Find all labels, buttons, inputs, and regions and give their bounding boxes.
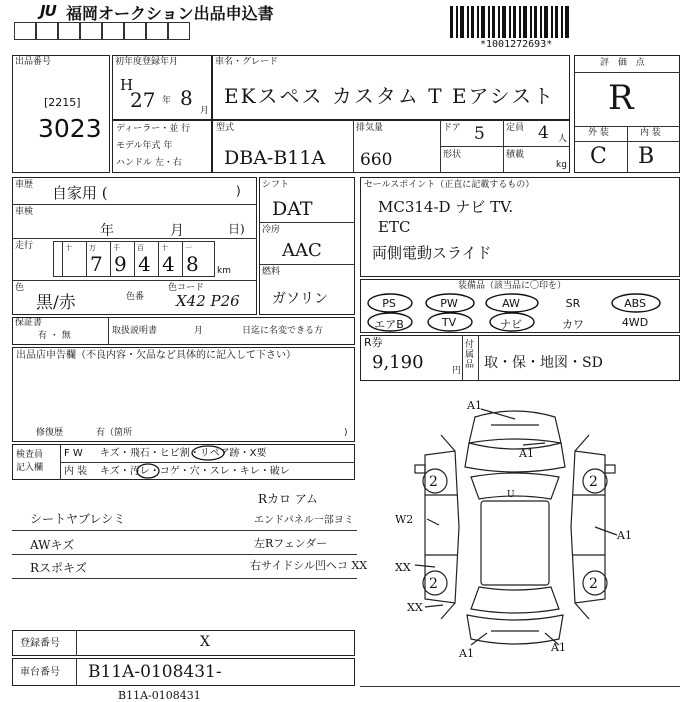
mileage-digit: 千 9: [110, 242, 129, 276]
displacement-value: 660: [360, 150, 393, 170]
divider: [574, 72, 680, 73]
fuel-label: 燃料: [262, 267, 281, 277]
inspector-label: 検査員: [16, 450, 44, 460]
shift-value: DAT: [272, 198, 313, 220]
inspection-month: 月: [170, 223, 184, 239]
header-cell: [102, 22, 124, 40]
handle-label: ハンドル 左・右: [116, 158, 182, 168]
equipment-label: 装備品（該当品に〇印を）: [458, 281, 567, 291]
usage-label: 車歴: [15, 180, 34, 190]
inspector-interior-items: キズ・汚レ・コゲ・穴・スレ・キレ・破レ: [100, 466, 290, 477]
divider: [462, 335, 463, 381]
note-left: シートヤブレシミ: [30, 512, 126, 526]
capacity-unit: 人: [558, 134, 568, 144]
lot-code: [2215]: [44, 96, 81, 109]
grade-score: R: [608, 78, 634, 118]
plate-box: [12, 630, 355, 656]
color-value: 黒/赤: [36, 293, 76, 313]
note-left: Rスポキズ: [30, 561, 87, 575]
inspector-label: 記入欄: [16, 463, 44, 473]
mileage-digit: 百 4: [134, 242, 153, 276]
inspector-fw-items: キズ・飛石・ヒビ割・リペア跡・X要: [100, 448, 267, 459]
fuel-value: ガソリン: [272, 291, 328, 307]
registration-era: H: [120, 76, 134, 94]
model-year-label: モデル年式 年: [116, 141, 173, 151]
equipment-pw: PW: [440, 297, 458, 310]
divider: [503, 120, 504, 173]
declaration-label: 出品店申告欄（不良内容・欠品など具体的に記入して下さい）: [16, 350, 296, 361]
car-damage-diagram: [395, 395, 635, 665]
color-code-label: 色番: [126, 292, 145, 302]
damage-mark: 2: [429, 474, 438, 490]
divider: [440, 146, 570, 147]
manual-note: 日迄に名変できる方: [242, 326, 324, 336]
header-cell: [146, 22, 168, 40]
divider: [76, 658, 77, 686]
capacity-label: 定員: [506, 123, 525, 133]
divider: [12, 204, 257, 205]
divider: [259, 264, 355, 265]
header-cell: [14, 22, 36, 40]
note-line: [12, 554, 357, 555]
equipment-airbag: エアB: [374, 318, 404, 331]
damage-mark: A1: [459, 647, 474, 660]
registration-month: 8: [180, 86, 193, 110]
manual-period: 月: [194, 326, 204, 336]
sales-point-line: ETC: [378, 218, 411, 236]
mileage-unit: km: [217, 266, 231, 276]
inspection-year: 年: [100, 223, 114, 239]
aircon-value: AAC: [282, 240, 322, 261]
divider: [627, 126, 628, 173]
divider: [478, 335, 479, 381]
shift-label: シフト: [262, 180, 290, 190]
grade-label: 評 価 点: [600, 58, 648, 68]
plate-label: 登録番号: [20, 638, 60, 649]
note-right: エンドパネル一部ヨミ: [254, 515, 354, 526]
doors-value: 5: [474, 124, 485, 144]
vehicle-name-label: 車名・グレード: [215, 57, 279, 67]
damage-mark: U: [507, 490, 515, 500]
damage-mark: A1: [617, 529, 632, 542]
damage-mark: A1: [551, 641, 566, 654]
mileage-label: 走行: [15, 241, 34, 251]
header-cell: [124, 22, 146, 40]
lot-label: 出品番号: [15, 57, 52, 67]
header-cell: [168, 22, 190, 40]
equipment-4wd: 4WD: [621, 316, 649, 329]
model-value: DBA-B11A: [224, 147, 326, 169]
equipment-aw: AW: [502, 297, 520, 310]
mileage-digit: 万 7: [86, 242, 105, 276]
extras-label: 付属品: [465, 340, 475, 370]
warranty-label: 保証書: [15, 318, 43, 328]
damage-mark: W2: [395, 513, 414, 526]
divider: [353, 120, 354, 173]
declaration-box: [12, 347, 355, 442]
note-right: 右サイドシル凹ヘコ XX: [250, 559, 368, 572]
registration-year: 27: [130, 88, 156, 112]
lot-number: 3023: [38, 114, 102, 143]
equipment-sr: SR: [565, 297, 581, 310]
aircon-label: 冷房: [262, 225, 281, 235]
divider: [574, 141, 680, 142]
displacement-label: 排気量: [356, 123, 384, 133]
color-label: 色: [15, 283, 25, 293]
exterior-grade: C: [590, 144, 607, 169]
interior-label: 内 装: [640, 128, 661, 138]
inspector-interior: 内 装: [64, 466, 88, 477]
exterior-label: 外 装: [588, 128, 609, 138]
inspection-label: 車検: [15, 207, 34, 217]
note-right: Rカロ アム: [258, 492, 319, 506]
mileage-digit: 十: [62, 242, 81, 276]
note-right: 左Rフェンダー: [254, 537, 328, 550]
load-label: 積載: [506, 150, 525, 160]
inspector-circle-marks: [60, 444, 355, 480]
inspection-day: 日): [228, 222, 245, 236]
damage-mark: 2: [589, 576, 598, 592]
registration-label: 初年度登録年月: [115, 57, 179, 67]
extras-value: 取・保・地図・SD: [484, 355, 603, 371]
equipment-abs: ABS: [624, 297, 646, 310]
warranty-options: 有 ・ 無: [38, 331, 71, 341]
model-label: 型式: [216, 123, 235, 133]
equipment-tv: TV: [441, 316, 457, 329]
sales-point-line: MC314-D ナビ TV.: [378, 198, 514, 216]
repair-value: 有（箇所: [96, 428, 133, 438]
shape-label: 形状: [443, 150, 462, 160]
damage-mark: 2: [429, 576, 438, 592]
mileage-digit: 一 8: [182, 242, 201, 276]
header-cell: [58, 22, 80, 40]
divider: [76, 630, 77, 656]
barcode-number: *1001272693*: [480, 39, 553, 50]
form-title: 福岡オークション出品申込書: [66, 4, 274, 23]
usage-value: 自家用 (: [52, 184, 108, 202]
header-cell: [36, 22, 58, 40]
damage-mark: 2: [589, 474, 598, 490]
note-line: [12, 530, 357, 531]
recycle-unit: 円: [452, 366, 462, 376]
load-unit: kg: [556, 160, 567, 170]
damage-mark: A1: [519, 447, 534, 460]
year-unit: 年: [162, 96, 172, 106]
inspector-fw: F W: [64, 448, 83, 459]
divider: [259, 222, 355, 223]
divider: [360, 686, 680, 687]
repair-close: ): [344, 428, 348, 438]
recycle-label: R券: [364, 336, 383, 349]
manual-label: 取扱説明書: [112, 326, 158, 336]
doors-label: ドア: [443, 123, 461, 133]
dealer-label: ディーラー・並 行: [116, 124, 191, 134]
equipment-ps: PS: [382, 297, 396, 310]
divider: [108, 317, 109, 345]
color-code: X42 P26: [176, 292, 240, 310]
header-cell: [80, 22, 102, 40]
equipment-navi: ナビ: [500, 318, 522, 331]
divider: [12, 238, 257, 239]
damage-mark: XX: [395, 561, 411, 574]
usage-close: ): [236, 184, 241, 198]
repair-label: 修復歴: [36, 428, 64, 438]
capacity-value: 4: [538, 123, 549, 143]
barcode-icon: [448, 6, 572, 38]
recycle-value: 9,190: [372, 352, 424, 373]
equipment-circle-marks: [360, 279, 680, 333]
mileage-digit: 十 4: [158, 242, 177, 276]
sales-points-label: セールスポイント（正直に記載するもの）: [364, 180, 535, 190]
header-logo: JU: [40, 2, 56, 20]
month-unit: 月: [200, 106, 210, 116]
damage-mark: XX: [407, 601, 423, 614]
footer-value: B11A-0108431: [118, 689, 201, 702]
vehicle-name: EKスペス カスタム T Eアシスト: [224, 84, 556, 108]
sales-point-line: 両側電動スライド: [372, 244, 492, 262]
note-left: AWキズ: [30, 538, 75, 552]
plate-value: X: [200, 634, 210, 650]
color-plate-label: 色コード: [168, 283, 205, 293]
chassis-label: 車台番号: [20, 667, 60, 678]
damage-mark: A1: [467, 399, 482, 412]
equipment-leather: カワ: [562, 318, 584, 331]
interior-grade: B: [638, 144, 655, 169]
chassis-value: B11A-0108431-: [88, 662, 222, 682]
note-line: [12, 578, 357, 579]
divider: [12, 280, 257, 281]
